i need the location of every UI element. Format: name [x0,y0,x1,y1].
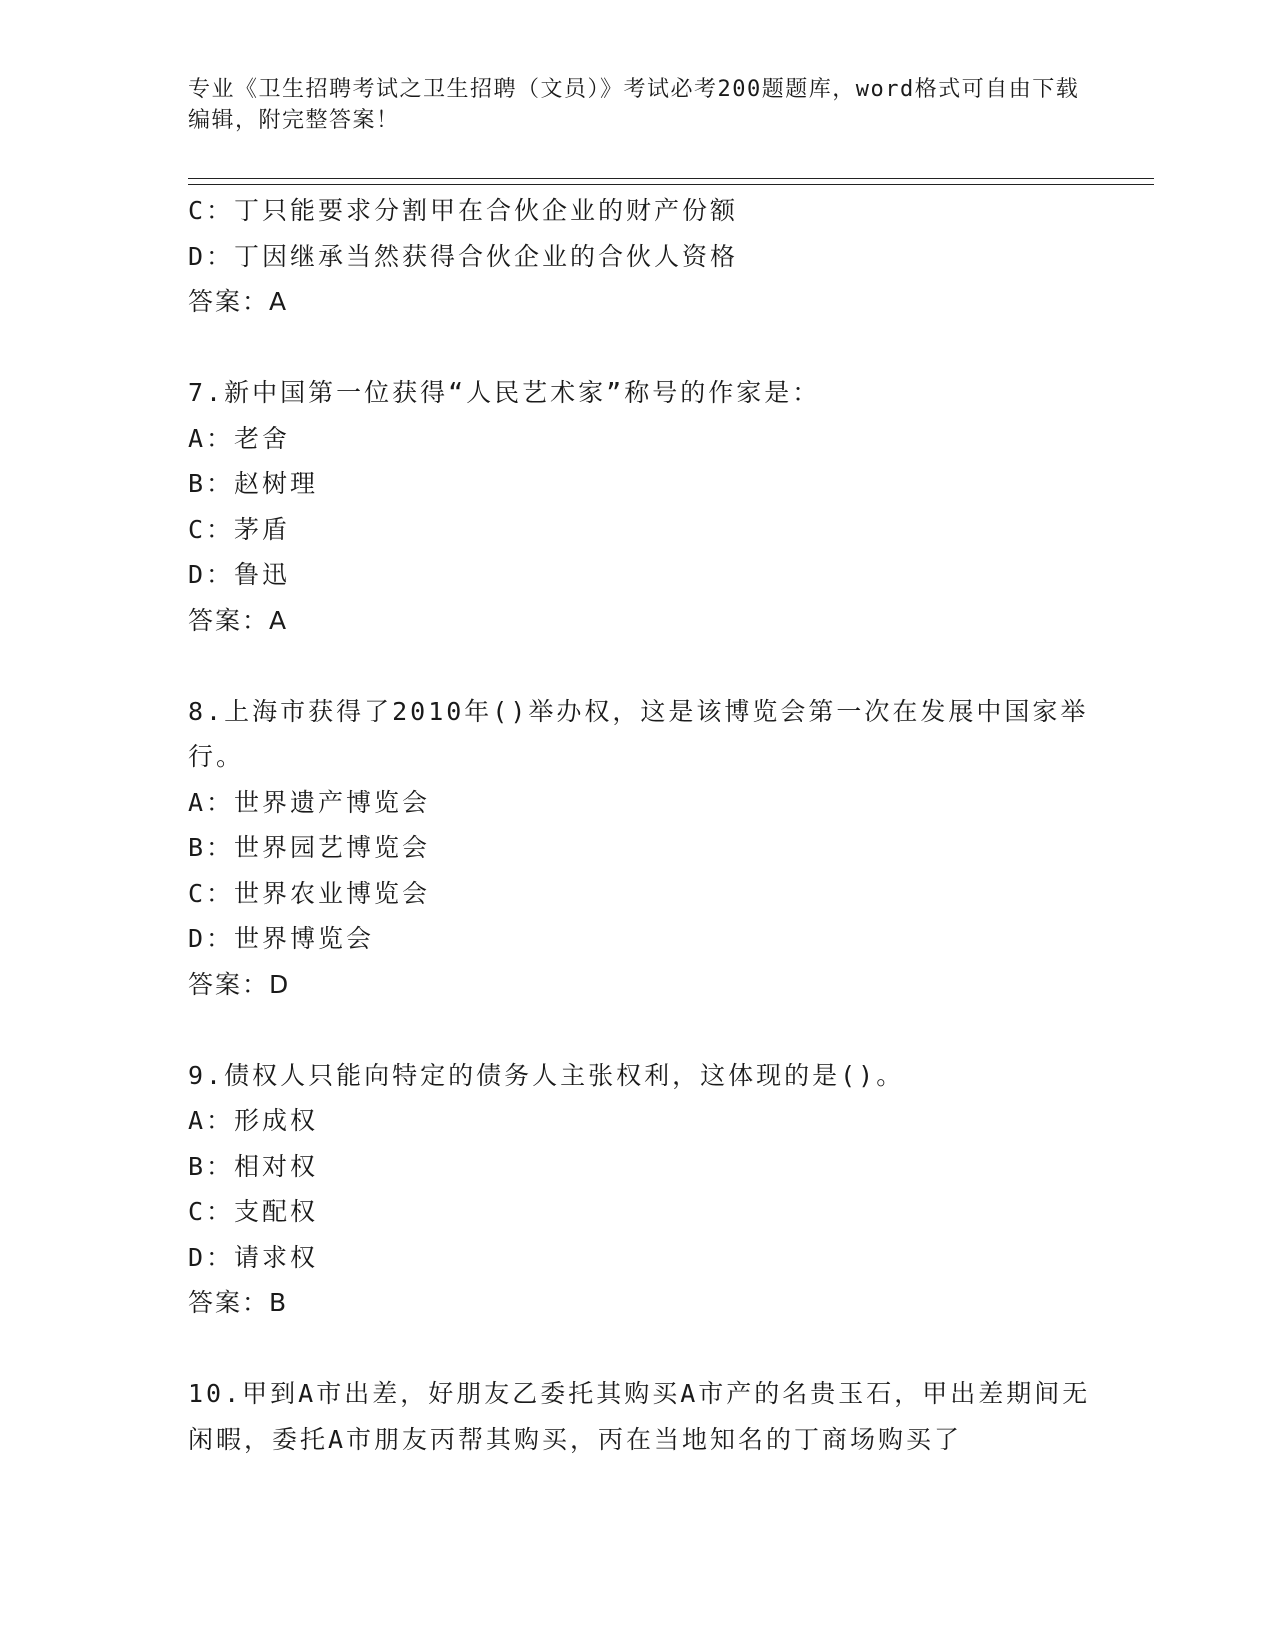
option-a: A：老舍 [188,423,291,453]
option-b: B：世界园艺博览会 [188,833,431,862]
option-a: A：世界遗产博览会 [188,787,431,817]
option-c: C：世界农业博览会 [188,878,431,908]
option-d: D：请求权 [188,1242,319,1272]
option-c: C：支配权 [188,1197,319,1226]
answer-line: 答案：A [188,287,289,316]
option-b: B：相对权 [188,1151,319,1181]
question-9: 9.债权人只能向特定的债务人主张权利，这体现的是()。 [188,1060,905,1090]
answer-line: 答案：D [188,969,291,999]
header-rule-bottom [188,184,1154,185]
option-c: C：茅盾 [188,514,291,544]
option-a: A：形成权 [188,1106,319,1135]
answer-line: 答案：A [188,605,289,635]
question-7: 7.新中国第一位获得“人民艺术家”称号的作家是： [188,378,821,407]
option-c: C：丁只能要求分割甲在合伙企业的财产份额 [188,196,739,225]
option-d: D：世界博览会 [188,924,375,953]
question-content [188,188,1108,1462]
question-8: 8.上海市获得了2010年()举办权，这是该博览会第一次在发展中国家举行。 [188,696,1089,771]
question-10: 10.甲到A市出差，好朋友乙委托其购买A市产的名贵玉石，甲出差期间无闲暇，委托A市朋友丙帮其购买，丙在当地知名的丁商场购买了 [188,1379,1091,1454]
option-d: D：鲁迅 [188,560,291,589]
answer-line: 答案：B [188,1288,289,1317]
document-header: 专业《卫生招聘考试之卫生招聘（文员）》考试必考200题题库，word格式可自由下载编辑，附完整答案！ [188,77,1080,133]
option-d: D：丁因继承当然获得合伙企业的合伙人资格 [188,241,739,271]
option-b: B：赵树理 [188,469,319,498]
header-rule-top [188,178,1154,179]
